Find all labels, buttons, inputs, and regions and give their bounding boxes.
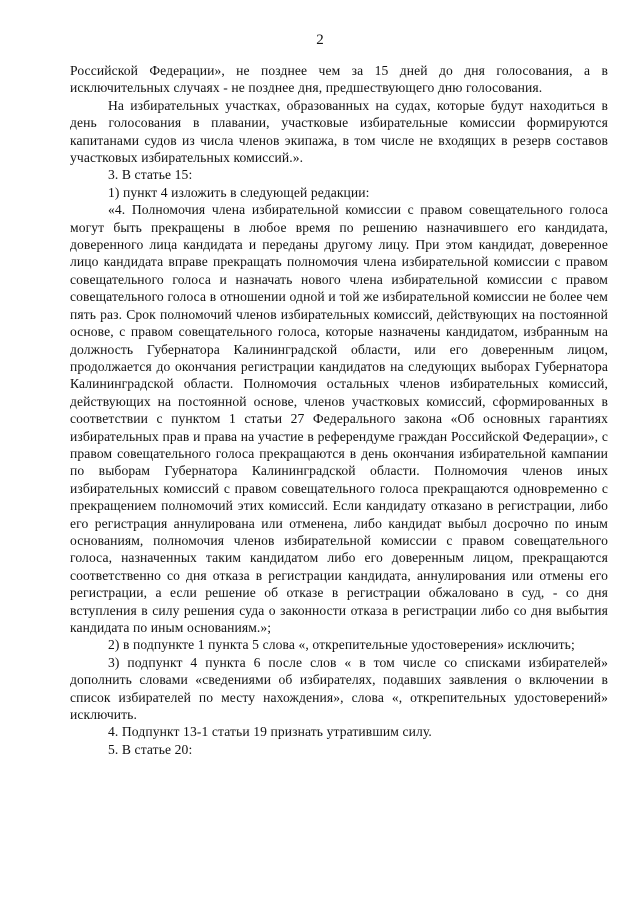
- paragraph-article-20-heading: 5. В статье 20:: [108, 741, 193, 757]
- paragraph-article-19: 4. Подпункт 13-1 статьи 19 признать утратившим силу.: [108, 724, 432, 740]
- paragraph-item-1: 1) пункт 4 изложить в следующей редакции:: [108, 184, 370, 200]
- paragraph-ship-polling-stations: На избирательных участках, образованных на судах, которые будут находиться в день голосования в плавании, участковые избирательные комиссии формируются капитанами судов из числа членов экипажа, в том числе не входящих в резерв составов участковых избирательных комиссий.».: [70, 97, 608, 166]
- page-number: 2: [316, 32, 324, 48]
- paragraph-article-15-heading: 3. В статье 15:: [108, 167, 193, 183]
- paragraph-continuation: Российской Федерации», не позднее чем за 15 дней до дня голосования, а в исключительных случаях - не позднее дня, предшествующего дню голосования.: [70, 63, 608, 96]
- paragraph-item-3: 3) подпункт 4 пункта 6 после слов « в том числе со списками избирателей» дополнить словами «сведениями об избирателях, подавших заявления о включении в список избирателей по месту нахождения», слова «, открепительных удостоверений» исключить.: [70, 654, 608, 723]
- paragraph-item-2: 2) в подпункте 1 пункта 5 слова «, открепительные удостоверения» исключить;: [108, 637, 575, 653]
- paragraph-new-edition-point-4: «4. Полномочия члена избирательной комиссии с правом совещательного голоса могут быть прекращены в любое время по решению назначившего его кандидата, доверенного лица кандидата и переданы другому лицу. При этом кандидат, доверенное лицо кандидата вправе прекращать полномочия члена избирательной комиссии с правом совещательного голоса и назначать нового члена избирательной комиссии с правом совещательного голоса в отношении одной и той же избирательной комиссии не более чем пять раз. Срок полномочий членов избирательных комиссий, действующих на постоянной основе, с правом совещательного голоса, которые назначены кандидатом, избранным на должность Губернатора Калининградской области, или его доверенным лицом, продолжается до окончания регистрации кандидатов на следующих выборах Губернатора Калининградской области. Полномочия остальных членов избирательных комиссий, действующих на постоянной основе, членов участковых комиссий, сформированных в соответствии с пунктом 1 статьи 27 Федерального закона «Об основных гарантиях избирательных прав и права на участие в референдуме граждан Российской Федерации», с правом совещательного голоса прекращаются в день окончания избирательной кампании по выборам Губернатора Калининградской области. Полномочия членов иных избирательных комиссий с правом совещательного голоса прекращаются одновременно с прекращением полномочий этих комиссий. Если кандидату отказано в регистрации, либо его регистрация аннулирована или отменена, либо кандидат выбыл досрочно по иным основаниям, полномочия членов избирательной комиссии с правом совещательного голоса, назначенных таким кандидатом либо его доверенным лицом, прекращаются соответственно со дня отказа в регистрации кандидата, аннулирования или отмены его регистрации, а если решение об отказе в регистрации обжаловано в суд, - со дня вступления в силу решения суда о законности отказа в регистрации либо со дня выбытия кандидата по иным основаниям.»;: [70, 202, 608, 635]
- document-body: [70, 62, 608, 758]
